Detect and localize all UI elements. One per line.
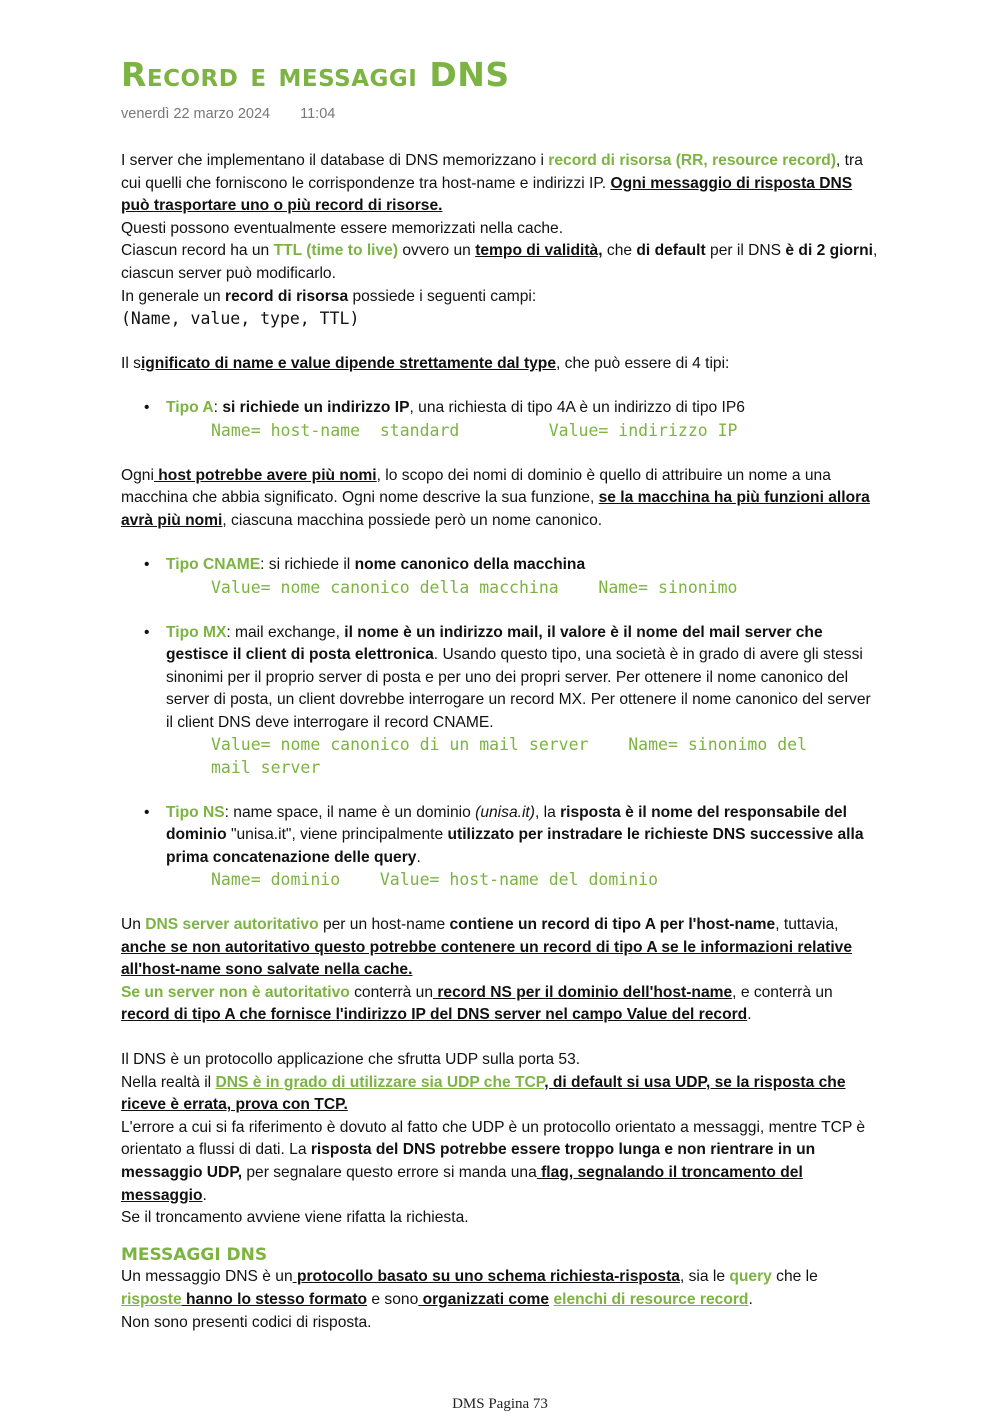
date-text: venerdì 22 marzo 2024 <box>121 106 271 122</box>
type-cname-code: Value= nome canonico della macchina Name= sinonimo <box>211 577 738 597</box>
text: : si richiede il <box>260 556 355 574</box>
text: . <box>747 1006 752 1024</box>
text: . <box>748 1290 753 1308</box>
emphasis: , di default si usa UDP, se la risposta che riceve è errata, prova con TCP. <box>121 1073 846 1114</box>
text: e sono <box>367 1290 419 1308</box>
text: Nella realtà il <box>121 1073 216 1091</box>
list-item-type-a <box>144 397 881 420</box>
paragraph-ttl <box>121 240 881 285</box>
highlight: DNS è in grado di utilizzare sia UDP che TCP <box>215 1073 545 1091</box>
text: Un messaggio DNS è un <box>121 1268 293 1286</box>
emphasis: host potrebbe avere più nomi <box>153 466 377 484</box>
paragraph-names <box>121 465 881 533</box>
type-ns-list <box>121 802 881 870</box>
bold: contiene un record di tipo A per l'host-name <box>449 916 776 934</box>
paragraph-retry: Se il troncamento avviene viene rifatta la richiesta. <box>121 1209 469 1227</box>
text: . <box>416 848 421 866</box>
type-mx-code-line-1: Value= nome canonico di un mail server Name= sinonimo del <box>211 735 808 755</box>
emphasis: Ogni messaggio di risposta DNS può trasportare uno o più record di risorse. <box>121 174 853 215</box>
highlight: Se un server non è autoritativo <box>121 983 350 1001</box>
text: , tra cui quelli che forniscono le corrispondenze tra host-name e indirizzi IP. <box>121 152 863 192</box>
text: che le <box>771 1268 818 1286</box>
emphasis: record di tipo A che fornisce l'indirizzo IP del DNS server nel campo Value del record <box>121 1006 748 1024</box>
emphasis: protocollo basato su uno schema richiesta-risposta <box>292 1268 680 1286</box>
bold: si richiede un indirizzo IP <box>222 399 410 417</box>
type-label: Tipo NS <box>166 803 225 821</box>
bold: utilizzato per instradare le richieste DNS successive alla prima concatenazione delle query <box>166 826 864 866</box>
page-footer: DMS Pagina 73 <box>452 1396 548 1412</box>
dateline <box>121 106 335 122</box>
text: Il s <box>121 354 141 372</box>
text: In generale un <box>121 287 226 305</box>
text: Ciascun record ha un <box>121 242 274 260</box>
emphasis: ignificato di name e value dipende strettamente dal type <box>140 354 557 372</box>
text: ovvero un <box>398 242 476 260</box>
paragraph-non-authoritative <box>121 982 881 1027</box>
text: . Usando questo tipo, una società è in grado di avere gli stessi sinonimi per il proprio server di posta e per uno dei propri server. Per ottenere il nome canonico del server di posta, un client dovrebbe interrogare un record MX. Per ottenere il nome canonico del server il client DNS deve interrogare il record CNAME. <box>166 646 871 731</box>
text: . <box>202 1186 207 1204</box>
bold: di default <box>636 242 706 260</box>
list-item-type-ns <box>144 802 881 870</box>
highlight: record di risorsa (RR, resource record) <box>548 152 837 169</box>
bold: record di risorsa <box>225 287 349 305</box>
text: I server che implementano il database di DNS memorizzano i <box>121 152 549 169</box>
text: : name space, il name è un dominio <box>224 803 476 821</box>
paragraph-intro <box>121 150 881 218</box>
text: , la <box>534 803 561 821</box>
emphasis: record NS per il dominio dell'host-name <box>433 983 733 1001</box>
text: per un host-name <box>318 916 450 934</box>
text: per il DNS <box>705 242 786 260</box>
italic: (unisa.it) <box>475 803 535 821</box>
paragraph-error <box>121 1117 881 1207</box>
time-text: 11:04 <box>300 106 336 122</box>
text: conterrà un <box>349 983 433 1001</box>
highlight: DNS server autoritativo <box>145 916 319 934</box>
emphasis: tempo di validità, <box>475 242 603 260</box>
text: , ciascuna macchina possiede però un nome canonico. <box>222 511 603 529</box>
paragraph-tcp <box>121 1072 881 1117</box>
bullet-icon: • <box>144 803 150 821</box>
page-title: Record e messaggi DNS <box>121 55 510 94</box>
type-ns-code: Name= dominio Value= host-name del dominio <box>211 870 659 890</box>
bold: nome canonico della macchina <box>354 556 586 574</box>
type-mx-code-line-2: mail server <box>211 758 321 778</box>
text: , una richiesta di tipo 4A è un indirizzo di tipo IP6 <box>409 399 745 417</box>
text: : mail exchange, <box>226 623 345 641</box>
text: Un <box>121 916 146 934</box>
text: , sia le <box>679 1268 730 1286</box>
type-label: Tipo MX <box>166 623 227 641</box>
bold: risposta del DNS potrebbe essere troppo lunga e non rientrare in un messaggio UDP, <box>121 1141 816 1181</box>
page-body <box>121 150 881 1334</box>
type-mx-list <box>121 622 881 735</box>
paragraph-fields <box>121 286 881 309</box>
bullet-icon: • <box>144 556 150 574</box>
type-label: Tipo CNAME <box>166 556 261 574</box>
text: , ciascun server può modificarlo. <box>121 242 878 282</box>
emphasis: hanno lo stesso formato <box>181 1290 368 1308</box>
type-a-list <box>121 397 881 420</box>
highlight: elenchi di resource record <box>553 1290 749 1308</box>
text: , lo scopo dei nomi di dominio è quello di attribuire un nome a una macchina che abbia significato. Ogni nome descrive la sua funzione, <box>121 466 831 507</box>
emphasis: se la macchina ha più funzioni allora avrà più nomi <box>121 489 870 529</box>
type-label: Tipo A <box>166 399 214 417</box>
fields-code: (Name, value, type, TTL) <box>121 309 360 329</box>
text: Ogni <box>121 466 154 484</box>
bullet-icon: • <box>144 399 150 417</box>
section-heading: MESSAGGI DNS <box>121 1244 268 1265</box>
emphasis: flag, segnalando il troncamento del messaggio <box>121 1163 803 1204</box>
emphasis: anche se non autoritativo questo potrebbe contenere un record di tipo A se le informazioni relative all'host-name sono salvate nella cache. <box>121 938 853 979</box>
highlight: TTL (time to live) <box>273 242 399 260</box>
text: L'errore a cui si fa riferimento è dovuto al fatto che UDP è un protocollo orientato a messaggi, mentre TCP è orientato a flussi di dati. La <box>121 1118 866 1159</box>
paragraph-authoritative <box>121 914 881 982</box>
paragraph-messages <box>121 1266 881 1311</box>
text: "unisa.it", viene principalmente <box>226 826 448 844</box>
text: , che può essere di 4 tipi: <box>556 354 730 372</box>
text: , tuttavia, <box>775 916 839 934</box>
paragraph-udp: Il DNS è un protocollo applicazione che sfrutta UDP sulla porta 53. <box>121 1051 581 1068</box>
highlight: query <box>729 1268 772 1286</box>
bold: risposta è il nome del responsabile del dominio <box>166 803 847 844</box>
type-cname-list <box>121 554 881 577</box>
text: : <box>213 399 223 417</box>
paragraph-codes: Non sono presenti codici di risposta. <box>121 1313 372 1331</box>
text: possiede i seguenti campi: <box>348 287 537 305</box>
highlight: risposte <box>121 1290 182 1308</box>
emphasis: organizzati come <box>418 1290 550 1308</box>
type-a-code: Name= host-name standard Value= indirizzo IP <box>211 420 738 440</box>
list-item-type-cname <box>144 554 881 577</box>
bullet-icon: • <box>144 623 150 641</box>
bold: è di 2 giorni <box>785 242 873 260</box>
text: per segnalare questo errore si manda una <box>242 1163 537 1181</box>
paragraph-cache: Questi possono eventualmente essere memorizzati nella cache. <box>121 219 564 237</box>
text: , e conterrà un <box>732 983 833 1001</box>
text: che <box>602 242 637 260</box>
paragraph-types <box>121 353 881 376</box>
list-item-type-mx <box>144 622 881 735</box>
bold: il nome è un indirizzo mail, il valore è il nome del mail server che gestisce il client di posta elettronica <box>166 623 823 664</box>
